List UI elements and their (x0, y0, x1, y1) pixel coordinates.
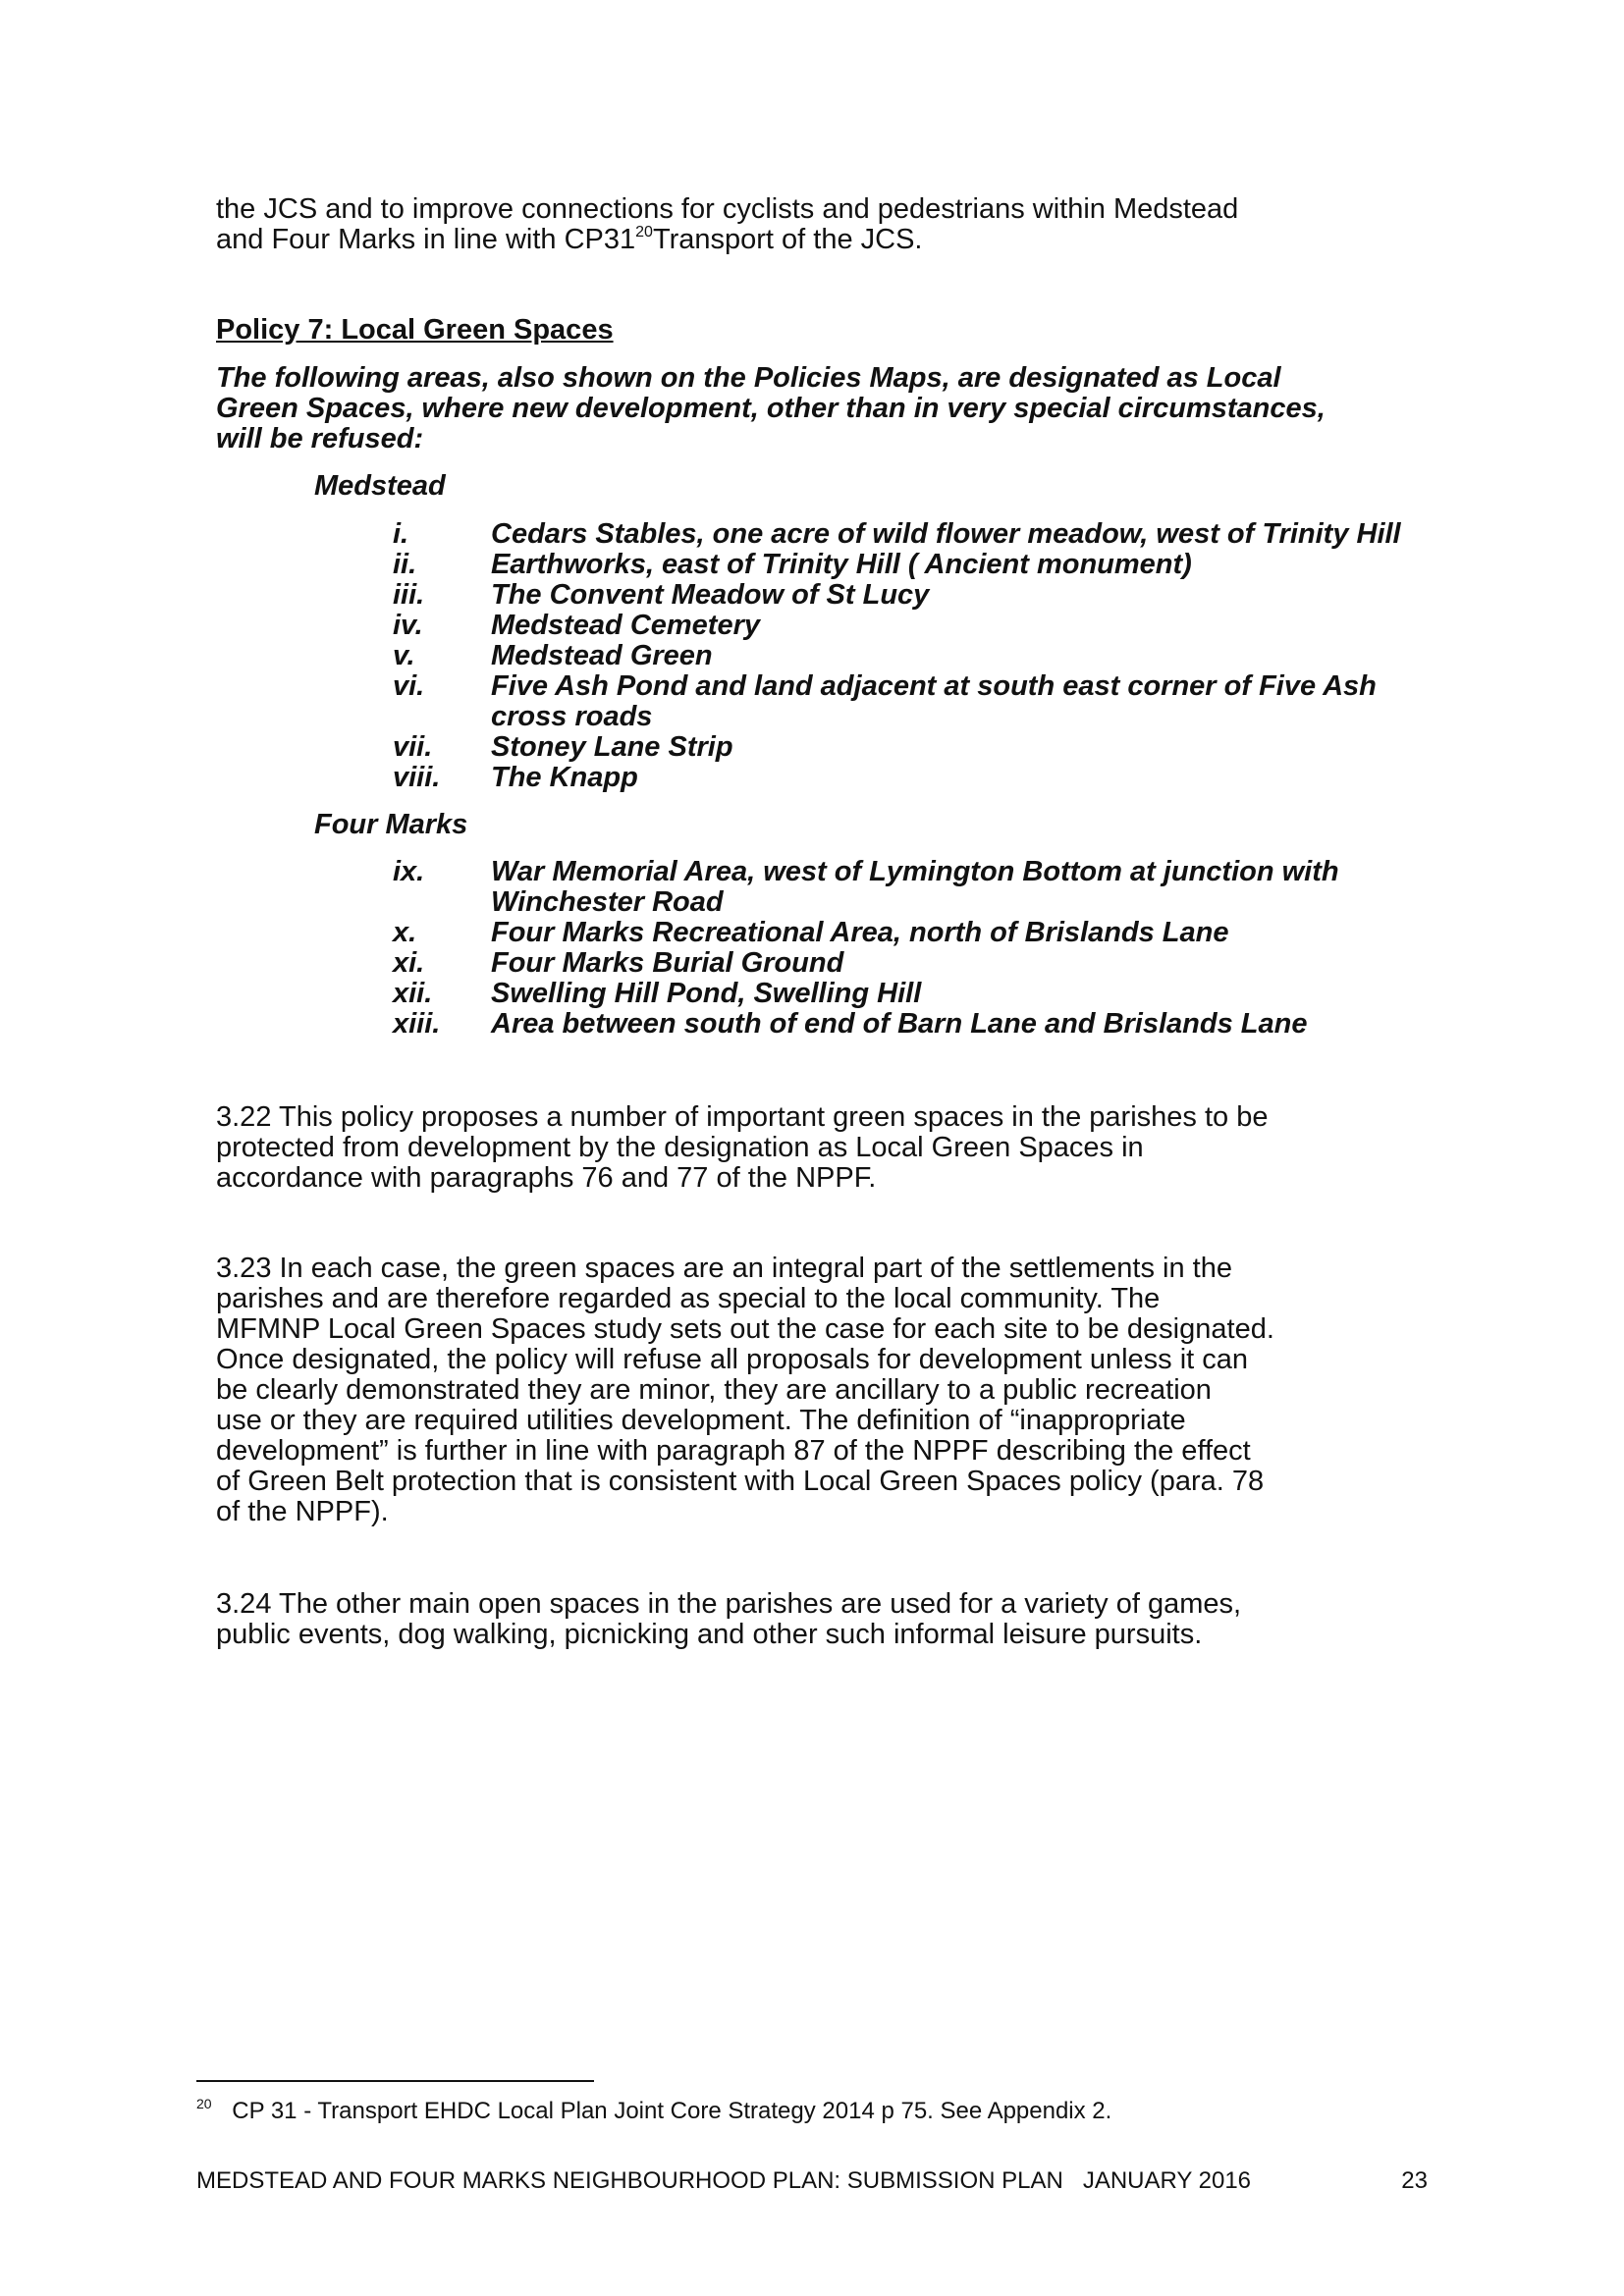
paragraph-3-24 (216, 1589, 1443, 1650)
item-text: Five Ash Pond and land adjacent at south east corner of Five Ash cross roads (491, 670, 1377, 732)
page-footer (196, 2167, 1428, 2195)
paragraph-line: development” is further in line with paragraph 87 of the NPPF describing the effect (216, 1435, 1251, 1467)
item-number: v. (393, 640, 415, 671)
page-number: 23 (1401, 2167, 1428, 2194)
footnote-text: CP 31 - Transport EHDC Local Plan Joint Core Strategy 2014 p 75. See Appendix 2. (232, 2098, 1112, 2124)
item-text: Medstead Cemetery (491, 610, 760, 641)
list-item (393, 611, 1443, 641)
item-number: vi. (393, 670, 425, 702)
policy-intro-line-2: Green Spaces, where new development, other than in very special circumstances, (216, 393, 1326, 424)
paragraph-line: of Green Belt protection that is consistent with Local Green Spaces policy (para. 78 (216, 1466, 1265, 1497)
item-number: ii. (393, 549, 417, 580)
list-item (393, 918, 1443, 948)
item-number: xi. (393, 947, 425, 979)
list-item (393, 519, 1443, 550)
item-text: Four Marks Burial Ground (491, 947, 844, 979)
item-text: Stoney Lane Strip (491, 731, 733, 763)
item-number: viii. (393, 762, 441, 793)
list-item (393, 1009, 1443, 1040)
paragraph-3-22 (216, 1102, 1443, 1194)
group-four-marks-heading: Four Marks (314, 809, 468, 840)
item-number: xiii. (393, 1008, 441, 1040)
list-item (393, 671, 1443, 732)
paragraph-line: 3.23 In each case, the green spaces are an integral part of the settlements in the (216, 1253, 1232, 1284)
paragraph-line: accordance with paragraphs 76 and 77 of the NPPF. (216, 1162, 877, 1194)
footnote-reference: 20 (635, 224, 653, 240)
item-number: vii. (393, 731, 433, 763)
four-marks-list (216, 857, 1443, 1040)
group-medstead-heading: Medstead (314, 470, 446, 502)
intro-line-2-text: and Four Marks in line with CP31 (216, 224, 636, 255)
policy-intro (216, 363, 1443, 454)
document-page (216, 194, 1443, 1650)
item-text: Medstead Green (491, 640, 713, 671)
item-text: The Knapp (491, 762, 638, 793)
footnote (196, 2098, 1111, 2125)
footnote-separator (196, 2080, 594, 2082)
intro-line-2 (216, 225, 1443, 255)
paragraph-line: protected from development by the designation as Local Green Spaces in (216, 1132, 1144, 1163)
paragraph-line: parishes and are therefore regarded as special to the local community. The (216, 1283, 1161, 1314)
item-number: xii. (393, 978, 433, 1009)
paragraph-line: Once designated, the policy will refuse all proposals for development unless it can (216, 1344, 1249, 1375)
intro-paragraph (216, 194, 1443, 255)
item-number: x. (393, 917, 417, 948)
list-item (393, 550, 1443, 580)
footnote-number: 20 (196, 2096, 212, 2111)
list-item (393, 580, 1443, 611)
paragraph-line: be clearly demonstrated they are minor, they are ancillary to a public recreation (216, 1374, 1212, 1406)
policy-heading: Policy 7: Local Green Spaces (216, 314, 614, 346)
paragraph-line: public events, dog walking, picnicking and other such informal leisure pursuits. (216, 1619, 1203, 1650)
paragraph-line: 3.24 The other main open spaces in the parishes are used for a variety of games, (216, 1588, 1242, 1620)
item-text: The Convent Meadow of St Lucy (491, 579, 930, 611)
item-number: iv. (393, 610, 423, 641)
intro-line-2-tail: Transport of the JCS. (652, 224, 923, 255)
list-item (393, 732, 1443, 763)
paragraph-line: 3.22 This policy proposes a number of important green spaces in the parishes to be (216, 1101, 1269, 1133)
item-number: i. (393, 518, 409, 550)
paragraph-line: use or they are required utilities development. The definition of “inappropriate (216, 1405, 1186, 1436)
policy-box (216, 315, 1443, 1040)
list-item (393, 948, 1443, 979)
list-item (393, 641, 1443, 671)
paragraph-3-23 (216, 1254, 1443, 1527)
item-text: Earthworks, east of Trinity Hill ( Ancient monument) (491, 549, 1192, 580)
policy-intro-line-3: will be refused: (216, 423, 424, 454)
medstead-list (216, 519, 1443, 793)
list-item (393, 979, 1443, 1009)
paragraph-line: of the NPPF). (216, 1496, 389, 1527)
paragraph-line: MFMNP Local Green Spaces study sets out the case for each site to be designated. (216, 1313, 1274, 1345)
item-text: Swelling Hill Pond, Swelling Hill (491, 978, 922, 1009)
item-text: War Memorial Area, west of Lymington Bottom at junction with Winchester Road (491, 856, 1339, 918)
item-number: iii. (393, 579, 425, 611)
item-text: Four Marks Recreational Area, north of Brislands Lane (491, 917, 1229, 948)
item-text: Cedars Stables, one acre of wild flower meadow, west of Trinity Hill (491, 518, 1401, 550)
list-item (393, 763, 1443, 793)
item-text: Area between south of end of Barn Lane and Brislands Lane (491, 1008, 1308, 1040)
intro-line-1: the JCS and to improve connections for cyclists and pedestrians within Medstead (216, 193, 1239, 225)
footer-title: MEDSTEAD AND FOUR MARKS NEIGHBOURHOOD PLAN: SUBMISSION PLAN JANUARY 2016 (196, 2167, 1252, 2194)
list-item (393, 857, 1443, 918)
policy-intro-line-1: The following areas, also shown on the Policies Maps, are designated as Local (216, 362, 1281, 394)
item-number: ix. (393, 856, 425, 887)
